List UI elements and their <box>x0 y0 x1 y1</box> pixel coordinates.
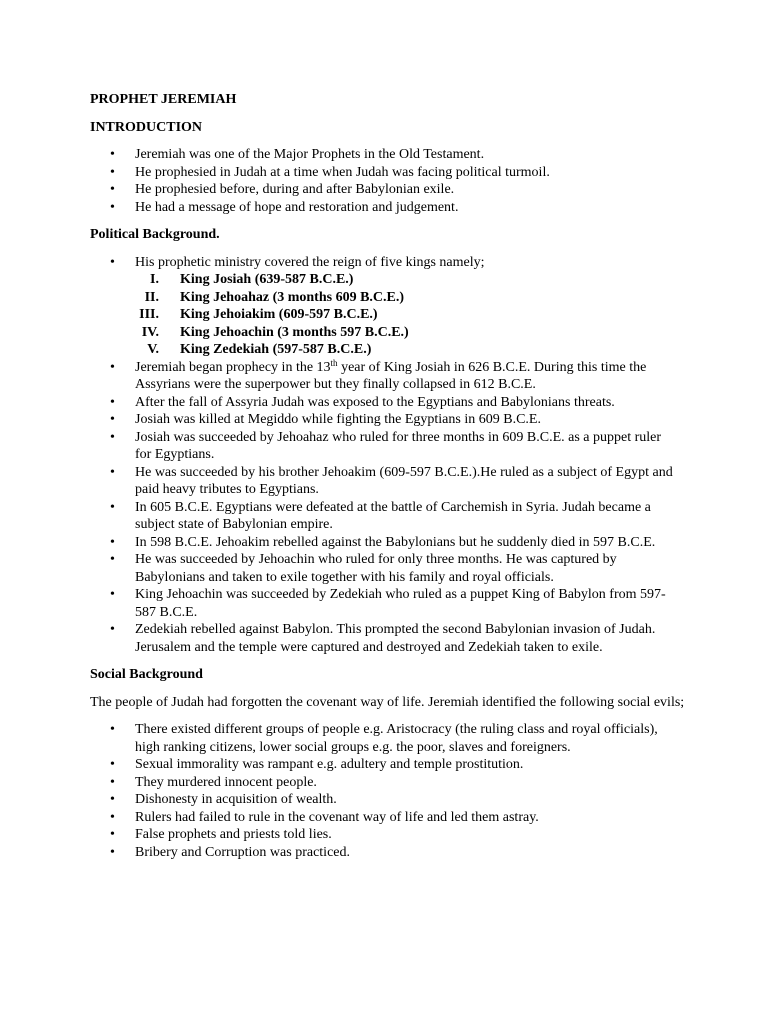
list-item: • Josiah was succeeded by Jehoahaz who ruled for three months in 609 B.C.E. as a puppet ruler for Egyptians. <box>110 429 662 462</box>
list-item: • He prophesied in Judah at a time when Judah was facing political turmoil. <box>110 164 550 180</box>
bullet-icon: • <box>110 499 115 515</box>
list-item: • He was succeeded by his brother Jehoakim (609-597 B.C.E.).He ruled as a subject of Egypt and paid heavy tributes to Egyptians. <box>110 464 673 497</box>
document-title: PROPHET JEREMIAH <box>90 92 237 107</box>
list-item: • In 598 B.C.E. Jehoakim rebelled against the Babylonians but he suddenly died in 597 B.C.E. <box>110 534 656 550</box>
bullet-icon: • <box>110 757 115 772</box>
introduction-heading: INTRODUCTION <box>90 119 203 135</box>
king-item: III. King Jehoiakim (609-597 B.C.E.) <box>139 307 378 322</box>
list-item: • Sexual immorality was rampant e.g. adultery and temple prostitution. <box>110 757 524 772</box>
bullet-icon: • <box>110 429 115 445</box>
list-item: • He prophesied before, during and after Babylonian exile. <box>110 182 455 197</box>
list-item: • Rulers had failed to rule in the covenant way of life and led them astray. <box>110 809 539 825</box>
king-item: II. King Jehoahaz (3 months 609 B.C.E.) <box>144 289 405 305</box>
list-item: • He was succeeded by Jehoachin who ruled for only three months. He was captured by Babylonians and taken to exile together with his family and royal officials. <box>110 552 617 585</box>
bullet-icon: • <box>110 622 115 637</box>
bullet-icon: • <box>110 464 115 480</box>
bullet-icon: • <box>110 844 115 860</box>
bullet-icon: • <box>110 394 115 410</box>
bullet-icon: • <box>110 254 115 270</box>
list-item: • Dishonesty in acquisition of wealth. <box>110 792 337 807</box>
bullet-icon: • <box>110 534 115 550</box>
list-item: • Josiah was killed at Megiddo while fighting the Egyptians in 609 B.C.E. <box>110 412 541 427</box>
list-item: • After the fall of Assyria Judah was exposed to the Egyptians and Babylonians threats. <box>110 394 615 410</box>
king-item: I. King Josiah (639-587 B.C.E.) <box>150 272 354 287</box>
kings-list <box>135 271 680 359</box>
social-list <box>90 721 680 861</box>
political-heading: Political Background. <box>90 227 220 242</box>
social-heading: Social Background <box>90 667 203 682</box>
list-item: • He had a message of hope and restoration and judgement. <box>110 199 459 215</box>
bullet-icon: • <box>110 147 115 162</box>
list-item: • There existed different groups of people e.g. Aristocracy (the ruling class and royal officials), high ranking citizens, lower social groups e.g. the poor, slaves and foreigners. <box>110 722 658 755</box>
list-item: • False prophets and priests told lies. <box>110 827 332 842</box>
bullet-icon: • <box>110 792 115 807</box>
bullet-icon: • <box>110 587 115 602</box>
political-list <box>90 254 680 657</box>
list-item: • They murdered innocent people. <box>110 774 317 790</box>
bullet-icon: • <box>110 359 115 375</box>
bullet-icon: • <box>110 412 115 427</box>
bullet-icon: • <box>110 164 115 180</box>
bullet-icon: • <box>110 774 115 790</box>
list-item: • Jeremiah was one of the Major Prophets in the Old Testament. <box>110 147 485 162</box>
social-intro: The people of Judah had forgotten the covenant way of life. Jeremiah identified the following social evils; <box>90 694 685 710</box>
introduction-list <box>90 146 680 216</box>
bullet-icon: • <box>110 182 115 197</box>
king-item: V. King Zedekiah (597-587 B.C.E.) <box>147 342 372 357</box>
bullet-icon: • <box>110 827 115 842</box>
bullet-icon: • <box>110 199 115 215</box>
bullet-icon: • <box>110 552 115 567</box>
list-item: • Zedekiah rebelled against Babylon. This prompted the second Babylonian invasion of Judah. Jerusalem and the temple were captured and destroyed and Zedekiah taken to exile. <box>110 622 656 655</box>
list-item: • King Jehoachin was succeeded by Zedekiah who ruled as a puppet King of Babylon from 597-587 B.C.E. <box>110 587 666 620</box>
list-item: • Jeremiah began prophecy in the 13th year of King Josiah in 626 B.C.E. During this time the Assyrians were the superpower but they finally collapsed in 612 B.C.E. <box>110 357 647 392</box>
list-item: • His prophetic ministry covered the reign of five kings namely; I. King Josiah (639-587 B.C.E.) II. King Jehoahaz (3 months 609 B.C.E.) III. King Jehoiakim (609-597 B.C.E.) IV. King Jehoachin (3 months 597 B.C.E.) V. King Zedekiah (597-587 B.C.E.) <box>90 254 680 359</box>
list-item: • Bribery and Corruption was practiced. <box>110 844 350 860</box>
bullet-icon: • <box>110 722 115 737</box>
list-item: • In 605 B.C.E. Egyptians were defeated at the battle of Carchemish in Syria. Judah became a subject state of Babylonian empire. <box>110 499 651 532</box>
bullet-icon: • <box>110 809 115 825</box>
king-item: IV. King Jehoachin (3 months 597 B.C.E.) <box>141 324 409 340</box>
